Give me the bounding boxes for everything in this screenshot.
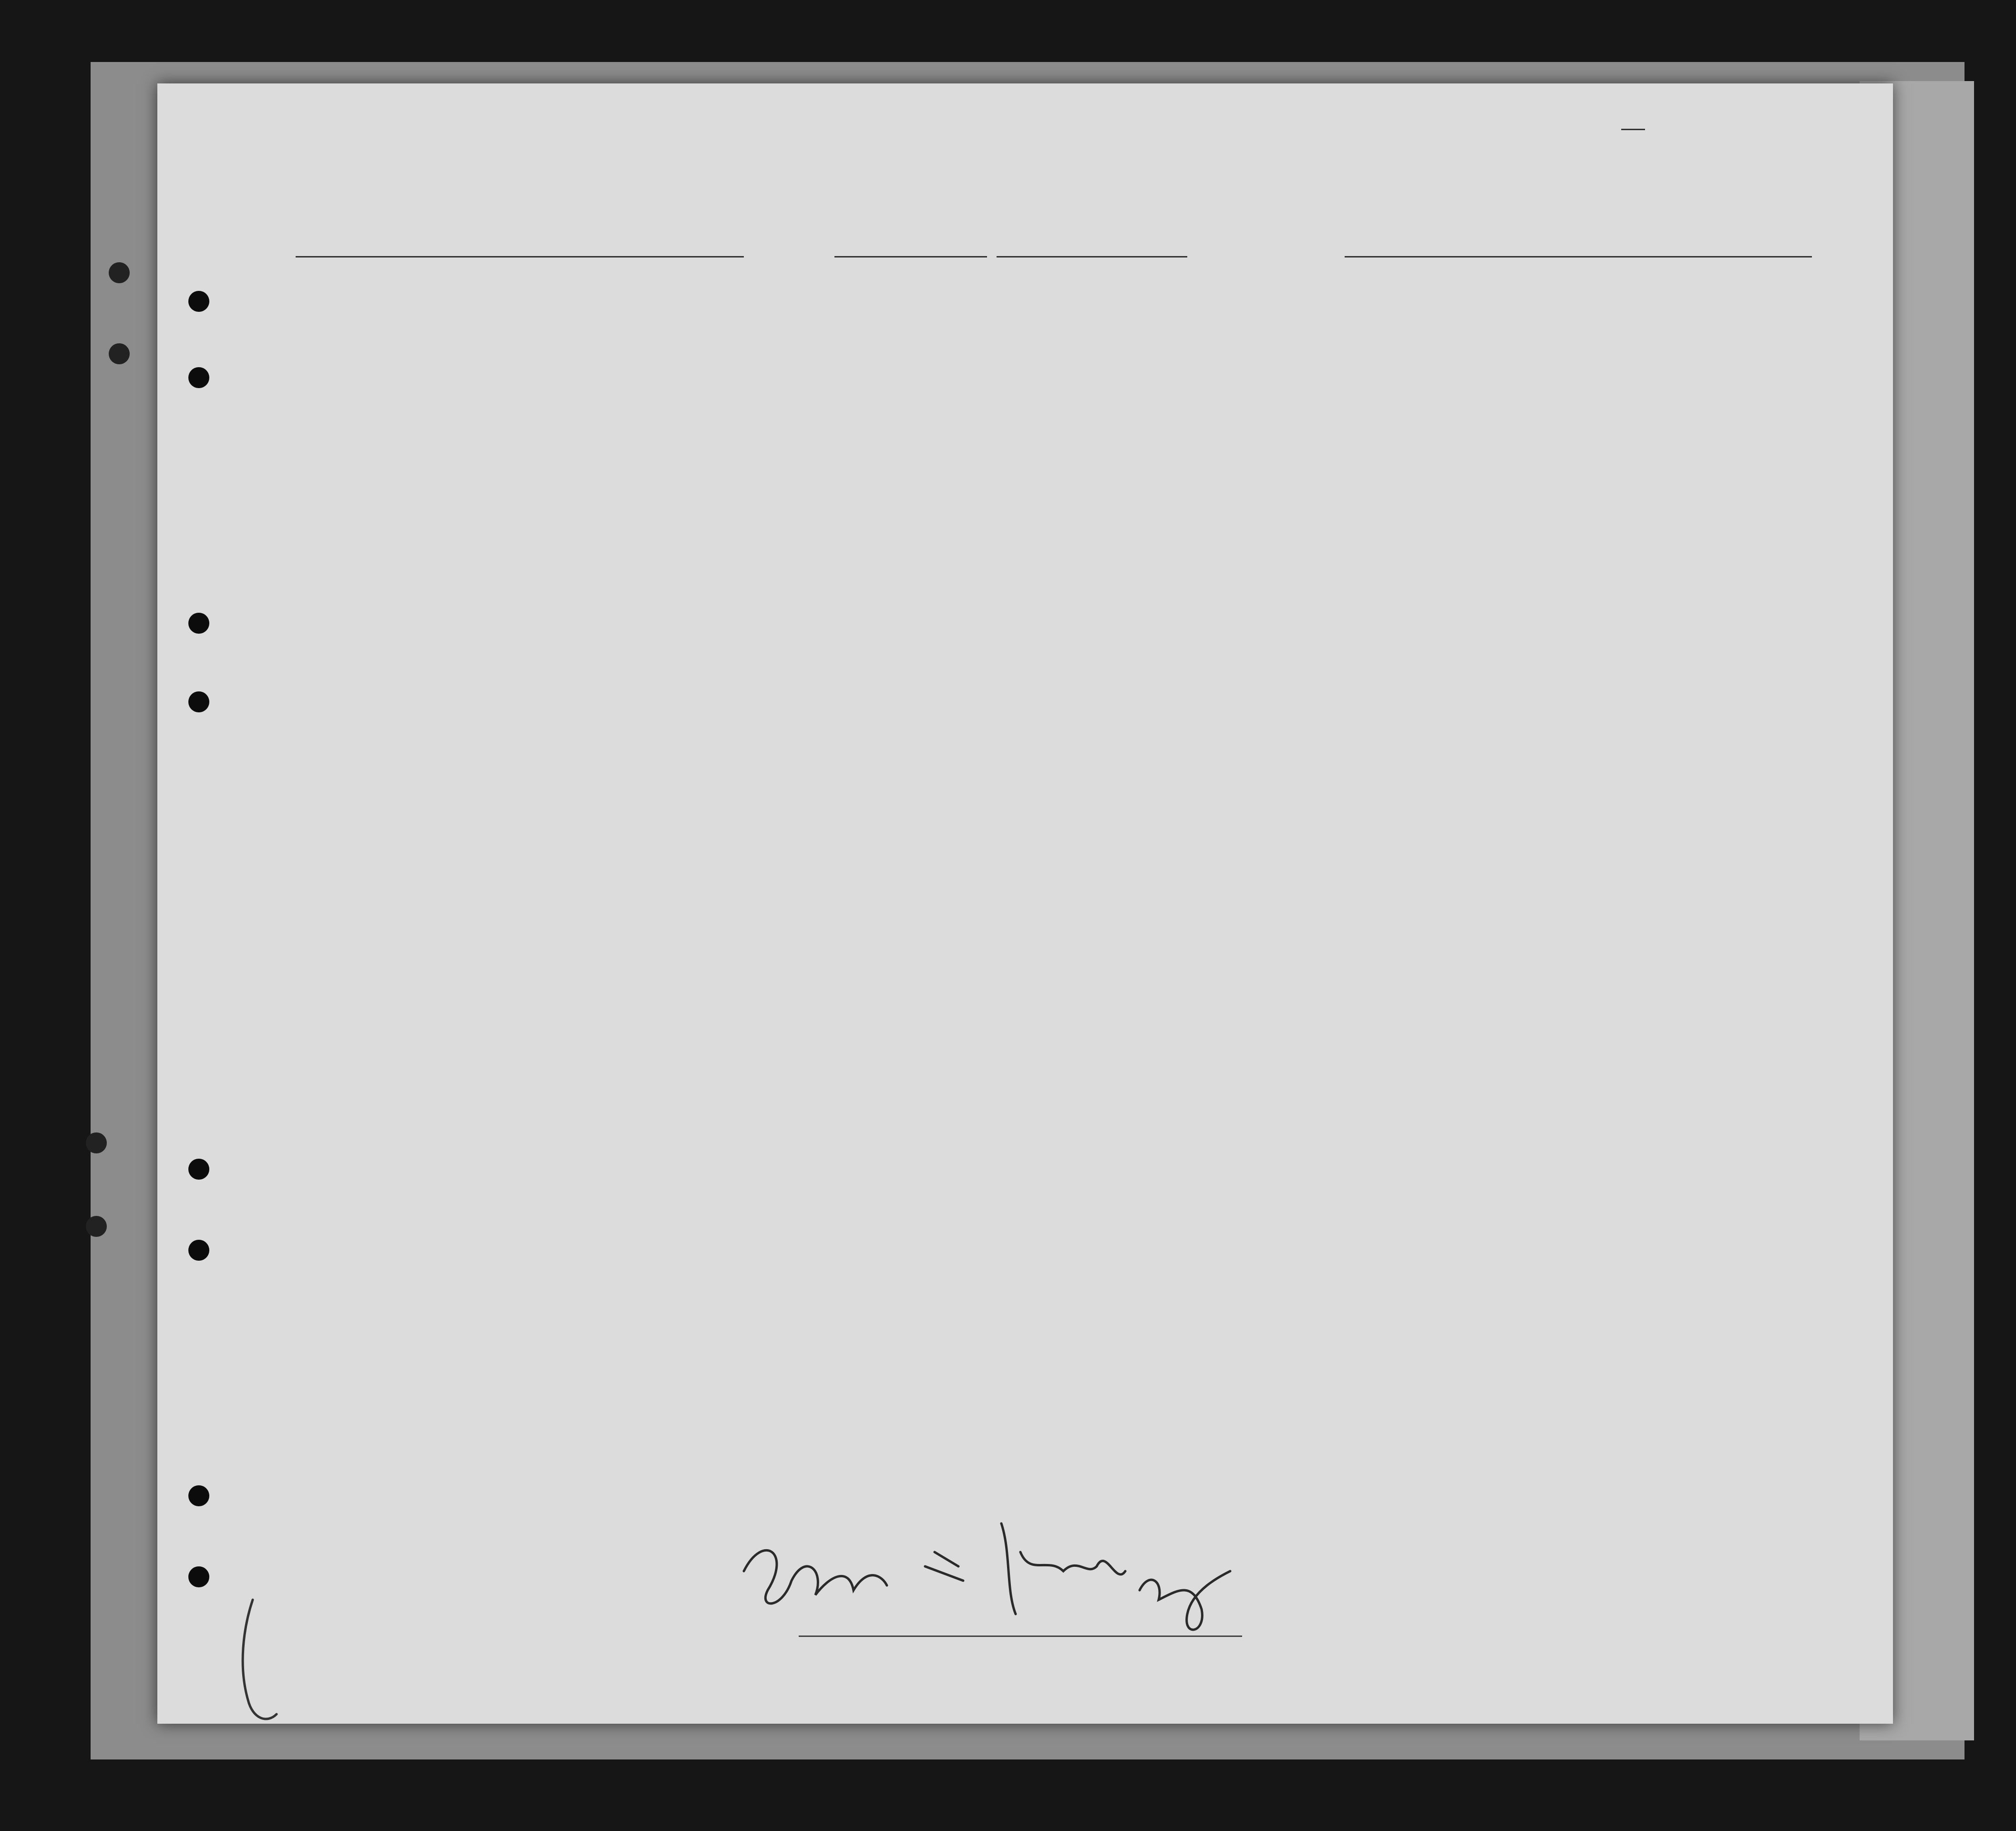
binder-hole	[188, 1240, 209, 1261]
binder-hole	[188, 691, 209, 712]
binder-hole	[86, 1216, 107, 1237]
binder-hole	[188, 613, 209, 634]
binder-hole	[188, 1566, 209, 1587]
vessel-name	[296, 238, 744, 257]
vessel-line	[243, 238, 1817, 262]
arriving-port	[834, 238, 987, 257]
manifest-sheet	[157, 83, 1893, 1724]
binder-hole	[188, 1485, 209, 1506]
arrival-date	[997, 238, 1187, 257]
inspector-signature-line	[799, 1636, 1242, 1637]
binder-hole	[86, 1132, 107, 1153]
from-port	[1345, 238, 1812, 257]
binder-hole	[109, 262, 130, 283]
binder-hole	[109, 343, 130, 364]
handwritten-mark	[224, 1590, 319, 1733]
sheet-number	[1621, 112, 1645, 129]
inspector-signature	[734, 1495, 1259, 1638]
binder-hole	[188, 1159, 209, 1180]
binder-hole	[188, 367, 209, 388]
sheet-number-value	[1621, 112, 1645, 130]
binder-hole	[188, 291, 209, 312]
